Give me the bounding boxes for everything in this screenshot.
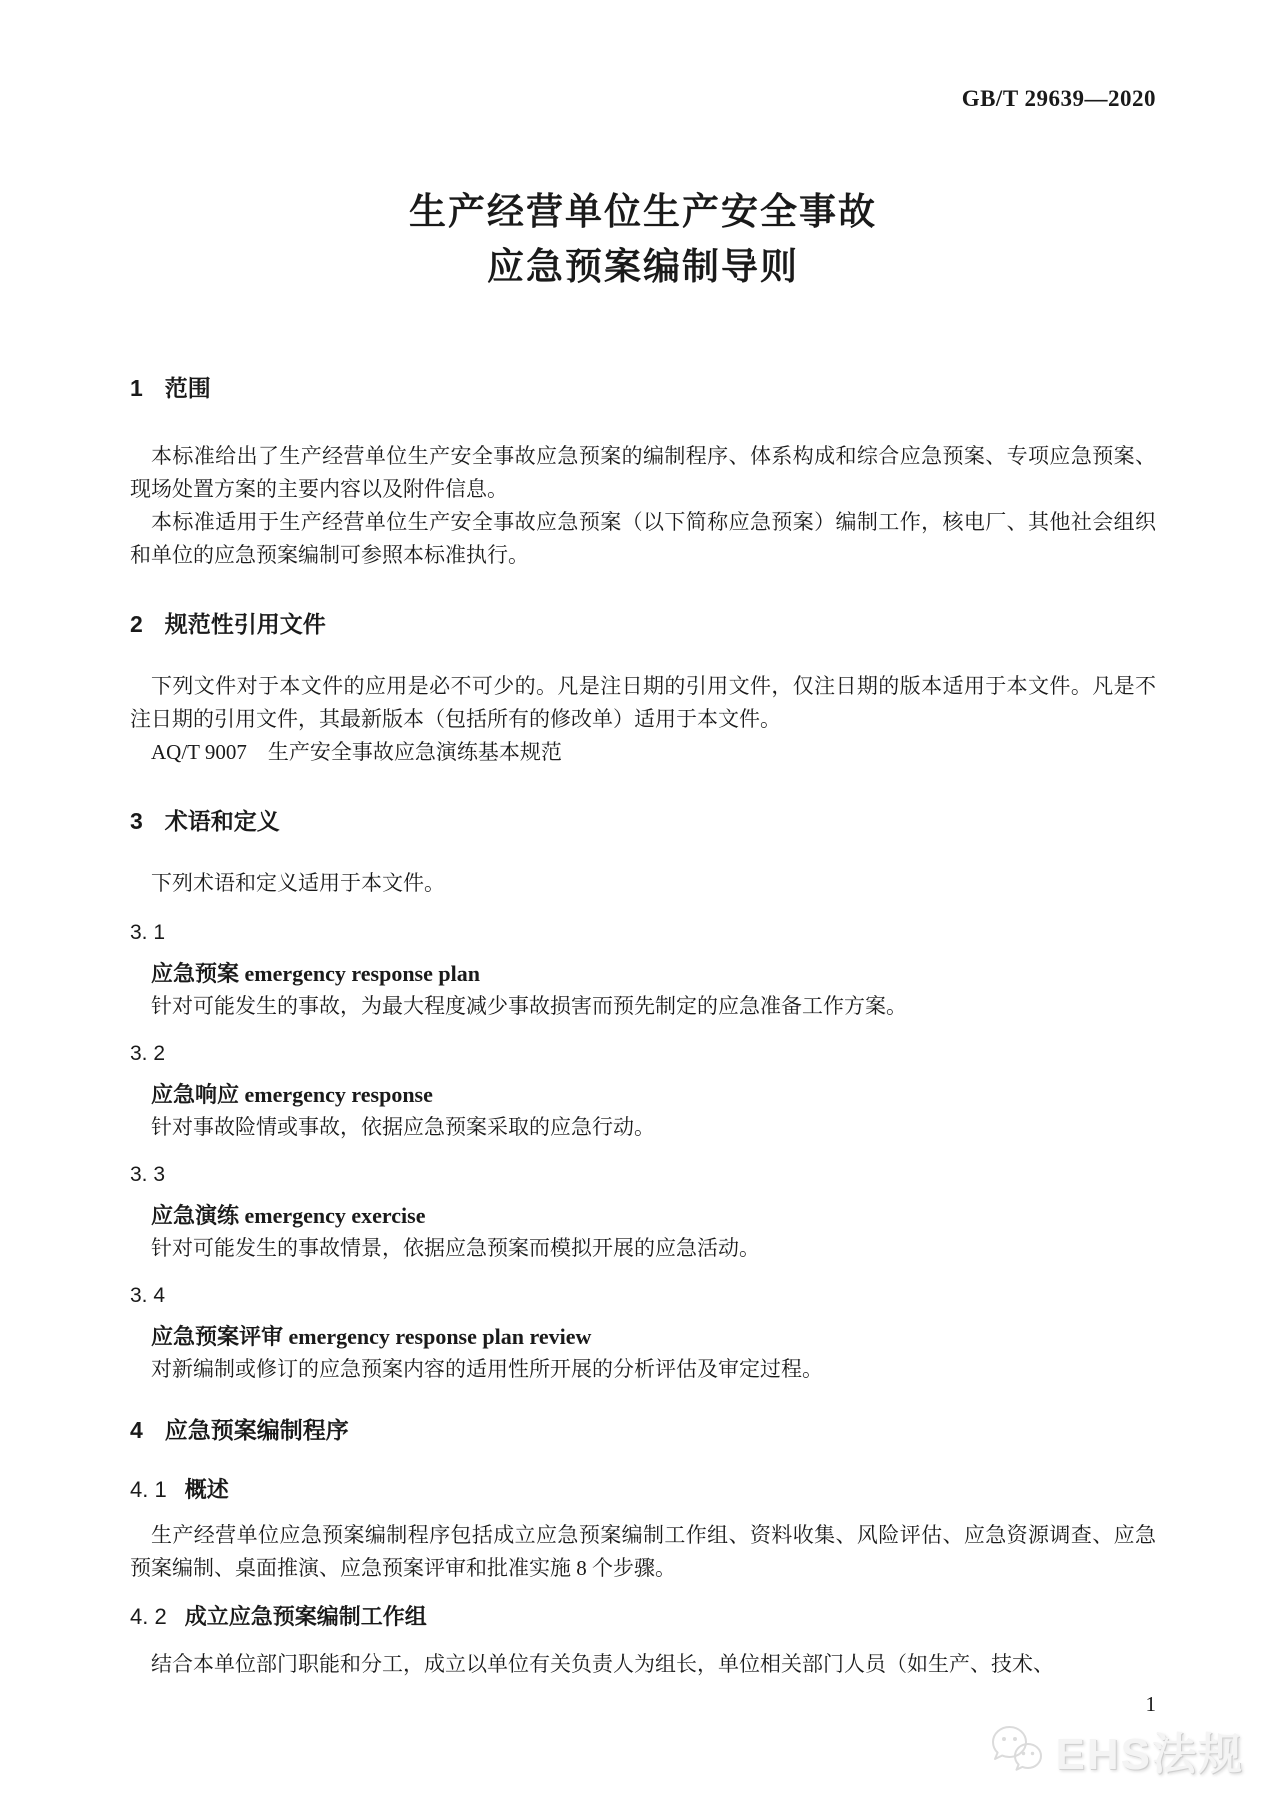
section-1-title: 范围 — [164, 375, 211, 401]
term-block-3-3 — [130, 1158, 1156, 1265]
document-title — [130, 184, 1156, 294]
section-4-number: 4 — [130, 1417, 143, 1443]
wechat-icon — [988, 1724, 1046, 1776]
subsection-4-2-title: 成立应急预案编制工作组 — [184, 1604, 427, 1629]
document-title-line-1: 生产经营单位生产安全事故 — [409, 191, 877, 232]
section-4-heading — [130, 1416, 1156, 1444]
subsection-4-1-title: 概述 — [184, 1477, 229, 1502]
subsection-4-2-number: 4. 2 — [130, 1604, 167, 1629]
subsection-4-1-paragraph: 生产经营单位应急预案编制程序包括成立应急预案编制工作组、资料收集、风险评估、应急资源调查、应急预案编制、桌面推演、应急预案评审和批准实施 8 个步骤。 — [130, 1523, 1156, 1580]
clause-number-3-3: 3. 3 — [130, 1163, 166, 1186]
term-block-3-1 — [130, 916, 1156, 1023]
section-2-paragraph-1: 下列文件对于本文件的应用是必不可少的。凡是注日期的引用文件，仅注日期的版本适用于本文件。凡是不注日期的引用文件，其最新版本（包括所有的修改单）适用于本文件。 — [130, 674, 1156, 731]
term-name-3-1: 应急预案 emergency response plan — [151, 961, 480, 986]
section-3-heading — [130, 807, 1156, 835]
subsection-4-2-heading — [130, 1603, 1156, 1630]
watermark-text: EHS法规 — [1055, 1730, 1244, 1779]
term-definition-3-2: 针对事故险情或事故，依据应急预案采取的应急行动。 — [151, 1115, 655, 1139]
section-2-number: 2 — [130, 611, 143, 637]
section-1-heading — [130, 374, 1156, 402]
clause-number-3-2: 3. 2 — [130, 1042, 166, 1065]
term-name-3-4: 应急预案评审 emergency response plan review — [151, 1324, 592, 1349]
section-1-paragraph-1: 本标准给出了生产经营单位生产安全事故应急预案的编制程序、体系构成和综合应急预案、专项应急预案、现场处置方案的主要内容以及附件信息。 — [130, 444, 1156, 501]
watermark — [988, 1718, 1244, 1782]
clause-number-3-1: 3. 1 — [130, 921, 166, 944]
term-block-3-4 — [130, 1279, 1156, 1386]
section-4-title: 应急预案编制程序 — [164, 1417, 349, 1443]
section-1-scope — [130, 374, 1156, 572]
term-name-3-2: 应急响应 emergency response — [151, 1082, 433, 1107]
section-1-paragraph-2: 本标准适用于生产经营单位生产安全事故应急预案（以下简称应急预案）编制工作，核电厂、其他社会组织和单位的应急预案编制可参照本标准执行。 — [130, 510, 1156, 567]
subsection-4-2-paragraph: 结合本单位部门职能和分工，成立以单位有关负责人为组长，单位相关部门人员（如生产、技术、 — [151, 1652, 1054, 1676]
term-name-3-3: 应急演练 emergency exercise — [151, 1203, 426, 1228]
section-2-title: 规范性引用文件 — [164, 611, 326, 637]
section-3-terms-definitions — [130, 807, 1156, 1386]
document-title-line-2: 应急预案编制导则 — [487, 246, 799, 287]
page-number: 1 — [1145, 1692, 1156, 1716]
subsection-4-1-heading — [130, 1476, 1156, 1503]
term-definition-3-3: 针对可能发生的事故情景，依据应急预案而模拟开展的应急活动。 — [151, 1236, 760, 1260]
clause-number-3-4: 3. 4 — [130, 1284, 166, 1307]
section-3-intro: 下列术语和定义适用于本文件。 — [151, 871, 445, 895]
standard-number: GB/T 29639—2020 — [961, 86, 1156, 111]
section-1-number: 1 — [130, 375, 143, 401]
subsection-4-1-number: 4. 1 — [130, 1477, 167, 1502]
section-3-number: 3 — [130, 808, 143, 834]
section-3-title: 术语和定义 — [164, 808, 280, 834]
section-2-heading — [130, 610, 1156, 638]
section-2-normative-references — [130, 610, 1156, 769]
term-block-3-2 — [130, 1037, 1156, 1144]
term-definition-3-4: 对新编制或修订的应急预案内容的适用性所开展的分析评估及审定过程。 — [151, 1357, 823, 1381]
term-definition-3-1: 针对可能发生的事故，为最大程度减少事故损害而预先制定的应急准备工作方案。 — [151, 994, 907, 1018]
section-4-preparation-procedure — [130, 1416, 1156, 1681]
section-2-reference: AQ/T 9007 生产安全事故应急演练基本规范 — [151, 740, 562, 764]
